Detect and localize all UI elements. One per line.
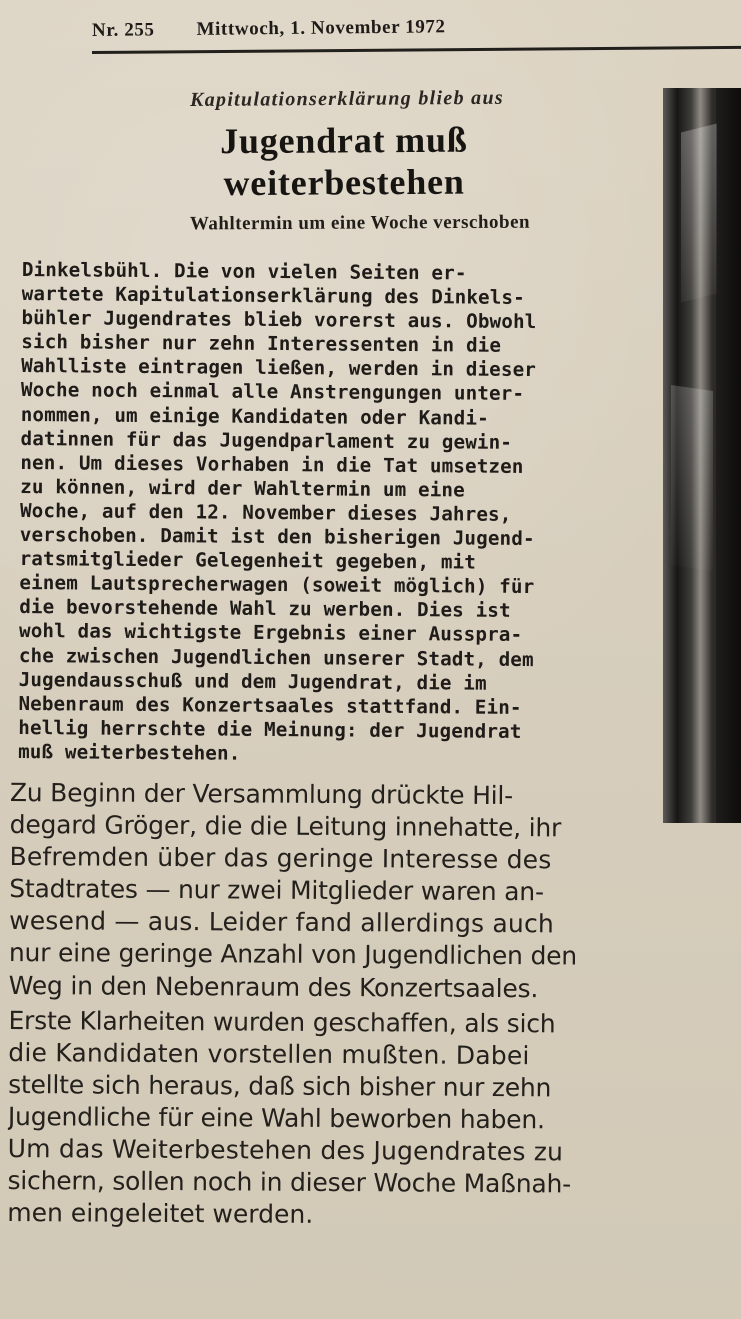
lead-line-4: sich bisher nur zehn Interessenten in die	[21, 330, 502, 357]
body-paragraph-1-line-1: Zu Beginn der Versammlung drückte Hil-	[9, 777, 514, 810]
lead-line-5: Wahlliste eintragen ließen, werden in dieser	[21, 354, 537, 382]
body-paragraph-2-line-3: stellte sich heraus, daß sich bisher nur zehn	[8, 1069, 552, 1102]
lead-line-2: wartete Kapitulationserklärung des Dinkels-	[21, 281, 525, 309]
lead-line-20: hellig herrschte die Meinung: der Jugendrat	[18, 715, 522, 743]
issue-date: Mittwoch, 1. November 1972	[196, 16, 446, 40]
body-paragraph-1	[9, 777, 734, 1006]
lead-line-14: einem Lautsprecherwagen (soweit möglich) für	[19, 570, 535, 598]
lead-line-16: wohl das wichtigste Ergebnis einer Ausspra-	[18, 619, 523, 647]
body-paragraph-2	[7, 1004, 732, 1233]
headline-line-2: weiterbestehen	[223, 162, 465, 204]
lead-line-1: Dinkelsbühl. Die von vielen Seiten er-	[21, 257, 467, 285]
article-subheadline: Wahltermin um eine Woche verschoben	[189, 211, 531, 235]
body-paragraph-1-line-5: wesend — aus. Leider fand allerdings auch	[9, 906, 555, 939]
lead-line-13: ratsmitglieder Gelegenheit gegeben, mit	[19, 546, 477, 574]
issue-number: Nr. 255	[91, 19, 155, 41]
body-paragraph-2-line-7: men eingeleitet werden.	[7, 1197, 314, 1229]
body-paragraph-1-line-6: nur eine geringe Anzahl von Jugendlichen den	[8, 938, 578, 971]
newspaper-header	[92, 13, 732, 48]
lead-line-18: Jugendausschuß und dem Jugendrat, die im	[18, 667, 487, 694]
news-article	[7, 86, 686, 1229]
lead-line-17: che zwischen Jugendlichen unserer Stadt, dem	[18, 643, 534, 671]
article-body	[7, 777, 734, 1234]
lead-line-7: nommen, um einige Kandidaten oder Kandi-	[20, 402, 489, 429]
lead-line-12: verschoben. Damit ist den bisherigen Jugend-	[19, 522, 535, 550]
lead-line-8: datinnen für das Jugendparlament zu gewin-	[20, 426, 513, 454]
lead-line-10: zu können, wird der Wahltermin um eine	[20, 474, 465, 502]
lead-paragraph	[18, 258, 686, 769]
lead-line-21: muß weiterbestehen.	[18, 739, 241, 765]
body-paragraph-2-line-6: sichern, sollen noch in dieser Woche Maßnah-	[7, 1165, 572, 1199]
lead-line-6: Woche noch einmal alle Anstrengungen unter-	[20, 378, 525, 406]
lead-line-19: Nebenraum des Konzertsaales stattfand. Ein-	[18, 691, 522, 719]
photo-shadow	[716, 88, 741, 823]
lead-line-15: die bevorstehende Wahl zu werben. Dies ist	[19, 595, 511, 622]
body-paragraph-1-line-4: Stadtrates — nur zwei Mitglieder waren an-	[9, 873, 544, 907]
body-paragraph-2-line-1: Erste Klarheiten wurden geschaffen, als sich	[8, 1005, 556, 1038]
body-paragraph-1-line-2: degard Gröger, die die Leitung innehatte, ihr	[9, 809, 562, 843]
body-paragraph-1-line-7: Weg in den Nebenraum des Konzertsaales.	[8, 970, 539, 1003]
article-kicker: Kapitulationserklärung blieb aus	[189, 86, 505, 111]
headline-line-1: Jugendrat muß	[220, 119, 468, 162]
lead-line-11: Woche, auf den 12. November dieses Jahres,	[19, 498, 512, 526]
body-paragraph-2-line-4: Jugendliche für eine Wahl beworben haben.	[7, 1101, 545, 1134]
lead-line-3: bühler Jugendrates blieb vorerst aus. Obwohl	[21, 305, 537, 333]
photo-glare	[681, 124, 717, 303]
body-paragraph-2-line-2: die Kandidaten vorstellen mußten. Dabei	[8, 1037, 530, 1070]
lead-line-9: nen. Um dieses Vorhaben in die Tat umsetzen	[20, 450, 524, 478]
header-divider	[92, 46, 741, 54]
body-paragraph-2-line-5: Um das Weiterbestehen des Jugendrates zu	[7, 1133, 564, 1167]
article-headline	[84, 118, 605, 206]
body-paragraph-1-line-3: Befremden über das geringe Interesse des	[9, 841, 552, 875]
